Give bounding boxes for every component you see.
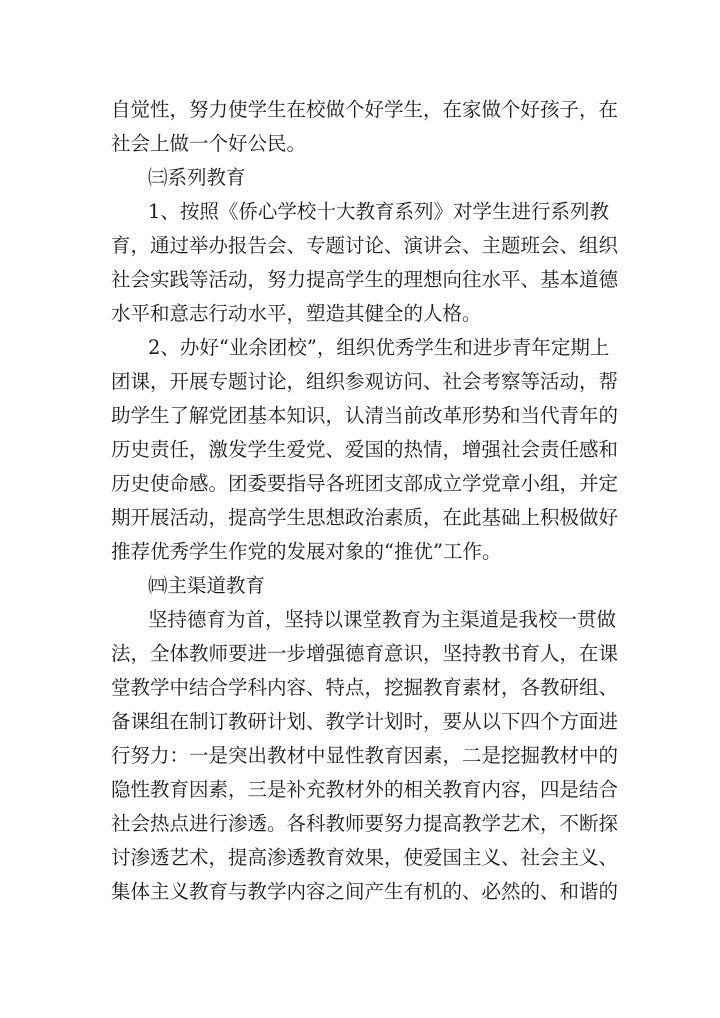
- paragraph-line: 坚持德育为首，坚持以课堂教育为主渠道是我校一贯做: [148, 608, 617, 631]
- paragraph-line: 1、按照《侨心学校十大教育系列》对学生进行系列教: [148, 200, 609, 223]
- paragraph-line: 隐性教育因素，三是补充教材外的相关教育内容，四是结合: [111, 778, 619, 801]
- section-heading: ㈢系列教育: [148, 166, 246, 189]
- paragraph-line: 讨渗透艺术，提高渗透教育效果，使爱国主义、社会主义、: [111, 846, 619, 869]
- paragraph-line: 育，通过举办报告会、专题讨论、演讲会、主题班会、组织: [111, 234, 619, 257]
- paragraph-line: 堂教学中结合学科内容、特点，挖掘教育素材，各教研组、: [111, 676, 619, 699]
- paragraph-line: 历史使命感。团委要指导各班团支部成立学党章小组，并定: [111, 472, 619, 495]
- paragraph-line: 期开展活动，提高学生思想政治素质，在此基础上积极做好: [111, 506, 619, 529]
- paragraph-line: 2、办好“业余团校”，组织优秀学生和进步青年定期上: [148, 336, 610, 359]
- paragraph-line: 团课，开展专题讨论，组织参观访问、社会考察等活动，帮: [111, 370, 619, 393]
- paragraph-line: 法，全体教师要进一步增强德育意识，坚持教书育人，在课: [111, 642, 619, 665]
- section-heading: ㈣主渠道教育: [148, 574, 266, 597]
- paragraph-line: 历史责任，激发学生爱党、爱国的热情，增强社会责任感和: [111, 438, 619, 461]
- paragraph-line: 助学生了解党团基本知识，认清当前改革形势和当代青年的: [111, 404, 619, 427]
- paragraph-line: 备课组在制订教研计划、教学计划时，要从以下四个方面进: [111, 710, 619, 733]
- paragraph-line: 社会上做一个好公民。: [111, 132, 307, 155]
- paragraph-line: 集体主义教育与教学内容之间产生有机的、必然的、和谐的: [111, 880, 619, 903]
- paragraph-line: 水平和意志行动水平，塑造其健全的人格。: [111, 302, 482, 325]
- paragraph-line: 行努力：一是突出教材中显性教育因素，二是挖掘教材中的: [111, 744, 619, 767]
- paragraph-line: 自觉性，努力使学生在校做个好学生，在家做个好孩子，在: [111, 98, 619, 121]
- paragraph-line: 推荐优秀学生作党的发展对象的“推优”工作。: [111, 540, 502, 563]
- paragraph-line: 社会实践等活动，努力提高学生的理想向往水平、基本道德: [111, 268, 619, 291]
- paragraph-line: 社会热点进行渗透。各科教师要努力提高教学艺术，不断探: [111, 812, 619, 835]
